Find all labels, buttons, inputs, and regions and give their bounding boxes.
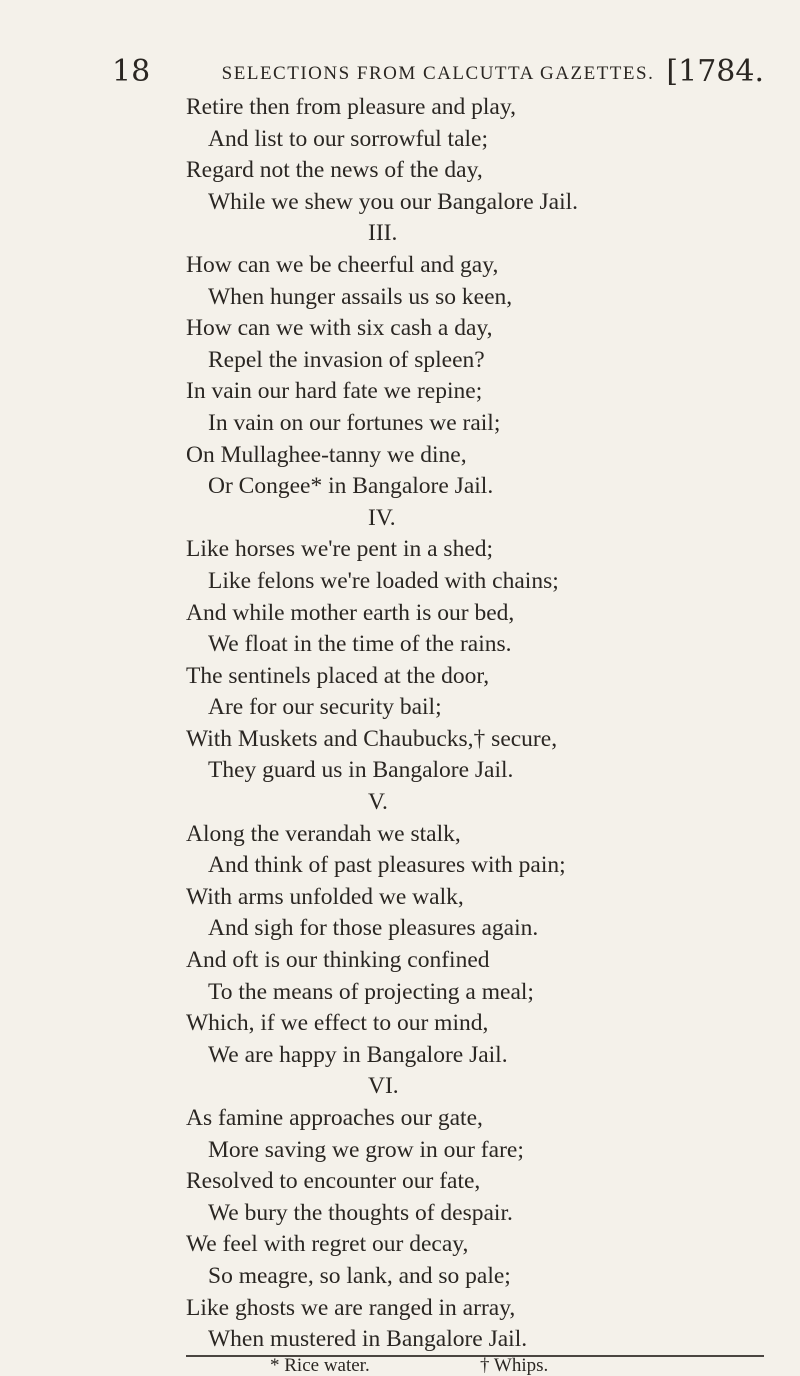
verse-line: So meagre, so lank, and so pale;: [208, 1262, 511, 1289]
verse-line: Like ghosts we are ranged in array,: [186, 1294, 516, 1321]
verse-line: How can we with six cash a day,: [186, 315, 493, 342]
year-marker: [1784.: [666, 54, 764, 89]
verse-line: Like felons we're loaded with chains;: [208, 567, 559, 594]
verse-line: Are for our security bail;: [208, 694, 442, 721]
verse-line: We bury the thoughts of despair.: [208, 1199, 513, 1226]
verse-line: As famine approaches our gate,: [186, 1105, 483, 1131]
footnotes: [270, 1356, 690, 1376]
verse-line: While we shew you our Bangalore Jail.: [208, 188, 579, 215]
verse-line: And think of past pleasures with pain;: [208, 852, 566, 879]
verse-line: Which, if we effect to our mind,: [186, 1010, 489, 1037]
verse-line: They guard us in Bangalore Jail.: [208, 757, 514, 784]
verse-line: Resolved to encounter our fate,: [186, 1168, 481, 1195]
verse-line: And oft is our thinking confined: [186, 947, 490, 974]
footnote-rice-water: * Rice water.: [270, 1355, 370, 1376]
verse-line: Or Congee* in Bangalore Jail.: [208, 473, 494, 500]
verse-line: And sigh for those pleasures again.: [208, 915, 539, 942]
footnote-whips: † Whips.: [480, 1355, 549, 1376]
page-number: 18: [112, 54, 151, 89]
verse-line: Regard not the news of the day,: [186, 157, 483, 184]
verse-line: In vain on our fortunes we rail;: [208, 409, 501, 436]
poem-body: [186, 92, 786, 1356]
verse-line: When mustered in Bangalore Jail.: [208, 1326, 528, 1353]
verse-line: To the means of projecting a meal;: [208, 978, 534, 1005]
verse-line: When hunger assails us so keen,: [208, 283, 513, 310]
stanza-number: VI.: [368, 1073, 399, 1100]
running-title: SELECTIONS FROM CALCUTTA GAZETTES.: [221, 63, 655, 84]
verse-line: With arms unfolded we walk,: [186, 883, 464, 910]
verse-line: More saving we grow in our fare;: [208, 1136, 524, 1163]
running-header: [112, 54, 764, 94]
verse-line: We feel with regret our decay,: [186, 1231, 469, 1258]
verse-line: The sentinels placed at the door,: [186, 662, 490, 689]
verse-line: We are happy in Bangalore Jail.: [208, 1041, 508, 1068]
verse-line: And list to our sorrowful tale;: [208, 125, 489, 152]
stanza-number: IV.: [368, 504, 396, 531]
verse-line: We float in the time of the rains.: [208, 631, 512, 658]
stanza-number: III.: [368, 220, 398, 247]
verse-line: Like horses we're pent in a shed;: [186, 536, 494, 563]
verse-line: Along the verandah we stalk,: [186, 820, 461, 847]
stanza-number: V.: [368, 789, 388, 816]
verse-line: And while mother earth is our bed,: [186, 599, 515, 626]
verse-line: Repel the invasion of spleen?: [208, 346, 485, 373]
verse-line: With Muskets and Chaubucks,† secure,: [186, 725, 558, 752]
verse-line: In vain our hard fate we repine;: [186, 378, 483, 405]
verse-line: Retire then from pleasure and play,: [186, 94, 516, 120]
verse-line: On Mullaghee-tanny we dine,: [186, 441, 467, 468]
verse-line: How can we be cheerful and gay,: [186, 251, 499, 278]
